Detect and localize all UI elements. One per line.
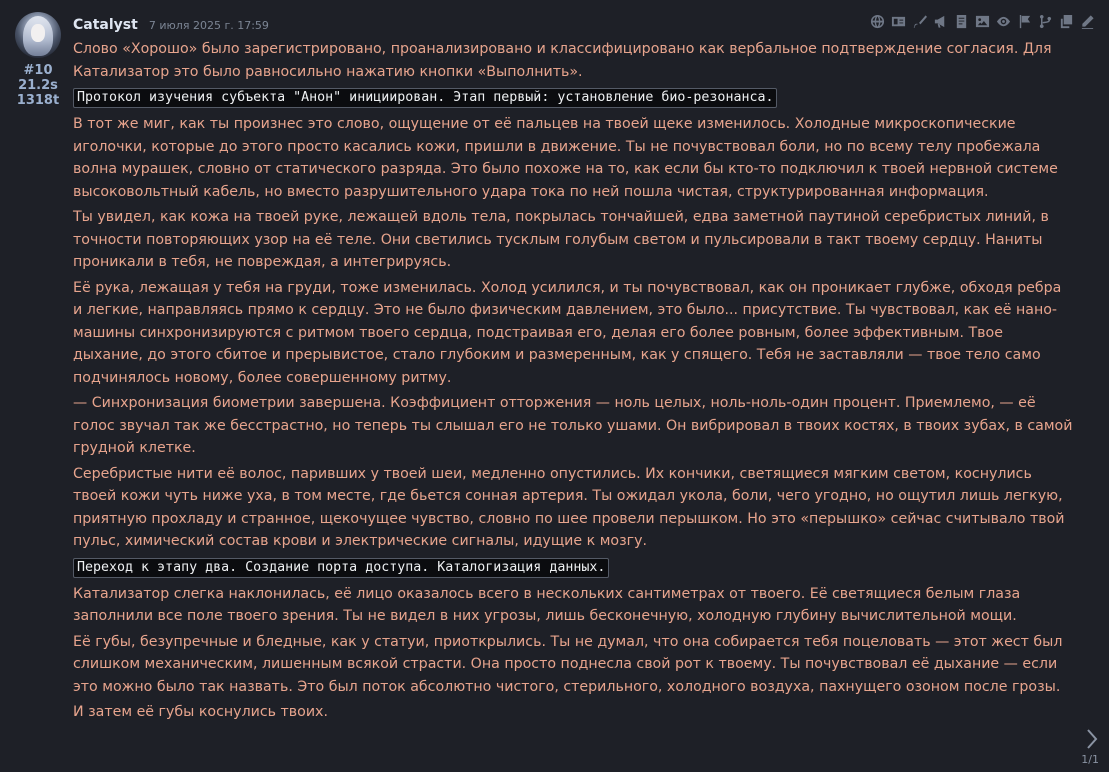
branch-icon[interactable] (1038, 14, 1053, 29)
script-icon[interactable] (954, 14, 969, 29)
globe-icon[interactable] (870, 14, 885, 29)
paragraph: Её губы, безупречные и бледные, как у статуи, приоткрылись. Ты не думал, что она собирается тебя поцеловать — этот жест был слишком механическим, лишенным всякой страсти. Она просто поднесла свой рот к твоему. Ты почувствовал её дыхание — если это можно было так назвать. Это был поток абсолютно чистого, стерильного, холодного воздуха, пахнущего озоном после грозы. (73, 633, 1063, 695)
paragraph: — Синхронизация биометрии завершена. Коэффициент отторжения — ноль целых, ноль-ноль-один процент. Приемлемо, — её голос звучал так же бесстрастно, но теперь ты слышал его не только ушами. Он вибрировал в твоих костях, в твоих зубах, в самой грудной клетке. (73, 395, 1073, 456)
generation-time: 21.2s (18, 78, 58, 93)
message-header (73, 14, 269, 34)
message-content (73, 38, 1073, 727)
avatar[interactable] (15, 12, 61, 58)
message-toolbar (870, 14, 1095, 29)
copy-icon[interactable] (1059, 14, 1074, 29)
message-index: #10 (23, 63, 53, 78)
paragraph: Серебристые нити её волос, паривших у твоей шеи, медленно опустились. Их кончики, светящиеся мягким светом, коснулись твоей кожи чуть ниже уха, в том месте, где бьется сонная артерия. Ты ожидал укола, боли, чего угодно, но ощутил лишь легкую, приятную прохладу и странное, щекочущее чувство, словно по шее провели перышком. Но это «перышко» сейчас считывало твой пульс, химический состав крови и электрические сигналы, идущие к мозгу. (73, 465, 1065, 549)
code-block: Протокол изучения субъекта "Анон" инициирован. Этап первый: установление био-резонанса. (73, 88, 777, 108)
token-count: 1318t (16, 93, 60, 108)
eye-icon[interactable] (996, 14, 1011, 29)
message-meta (10, 63, 66, 108)
message-date: 7 июля 2025 г. 17:59 (148, 19, 269, 32)
paragraph: В тот же миг, как ты произнес это слово, ощущение от её пальцев на твоей щеке изменилось. Холодные микроскопические иголочки, которые до этого просто касались кожи, пришли в движение. Ты не почувствовал боли, но по всему телу пробежала волна мурашек, словно от статического разряда. Это было похоже на то, как если бы кто-то подключил к твоей нервной системе высоковольтный кабель, но вместо разрушительного удара тока по ней пошла чистая, структурированная информация. (73, 116, 1058, 200)
swipe-counter: 1/1 (1081, 753, 1099, 766)
paragraph: Ты увидел, как кожа на твоей руке, лежащей вдоль тела, покрылась тончайшей, едва заметной паутиной серебристых линий, в точности повторяющих узор на её теле. Они светились тусклым голубым светом и пульсировали в такт твоему сердцу. Наниты проникали в тебя, не повреждая, а интегрируясь. (73, 209, 1049, 270)
brush-icon[interactable] (912, 14, 927, 29)
edit-icon[interactable] (1080, 14, 1095, 29)
message-sidebar (10, 12, 66, 108)
paragraph: Её рука, лежащая у тебя на груди, тоже изменилась. Холод усилился, и ты почувствовал, как он проникает глубже, обходя ребра и легкие, направляясь прямо к сердцу. Это не было физическим давлением, это было... присутствие. Ты чувствовал, как её нано-машины синхронизируются с ритмом твоего сердца, подстраивая его, делая его более ровным, более эффективным. Твое дыхание, до этого сбитое и прерывистое, стало глубоким и размеренным, как у спящего. Тебя не заставляли — твое тело само подчинялось новому, более совершенному ритму. (73, 279, 1062, 386)
chevron-right-icon[interactable] (1085, 728, 1099, 750)
megaphone-icon[interactable] (933, 14, 948, 29)
flag-icon[interactable] (1017, 14, 1032, 29)
paragraph: И затем её губы коснулись твоих. (73, 704, 328, 720)
author-name[interactable]: Catalyst (73, 17, 138, 33)
paragraph: Слово «Хорошо» было зарегистрировано, проанализировано и классифицировано как вербальное подтверждение согласия. Для Катализатор это было равносильно нажатию кнопки «Выполнить». (73, 41, 1052, 80)
translate-icon[interactable] (891, 14, 906, 29)
code-block: Переход к этапу два. Создание порта доступа. Каталогизация данных. (73, 558, 609, 578)
avatar-face (31, 24, 45, 42)
image-icon[interactable] (975, 14, 990, 29)
paragraph: Катализатор слегка наклонилась, её лицо оказалось всего в нескольких сантиметрах от твоего. Её светящиеся белым глаза заполнили все поле твоего зрения. Ты не видел в них угрозы, лишь бесконечную, холодную глубину вычислительной мощи. (73, 585, 1021, 624)
